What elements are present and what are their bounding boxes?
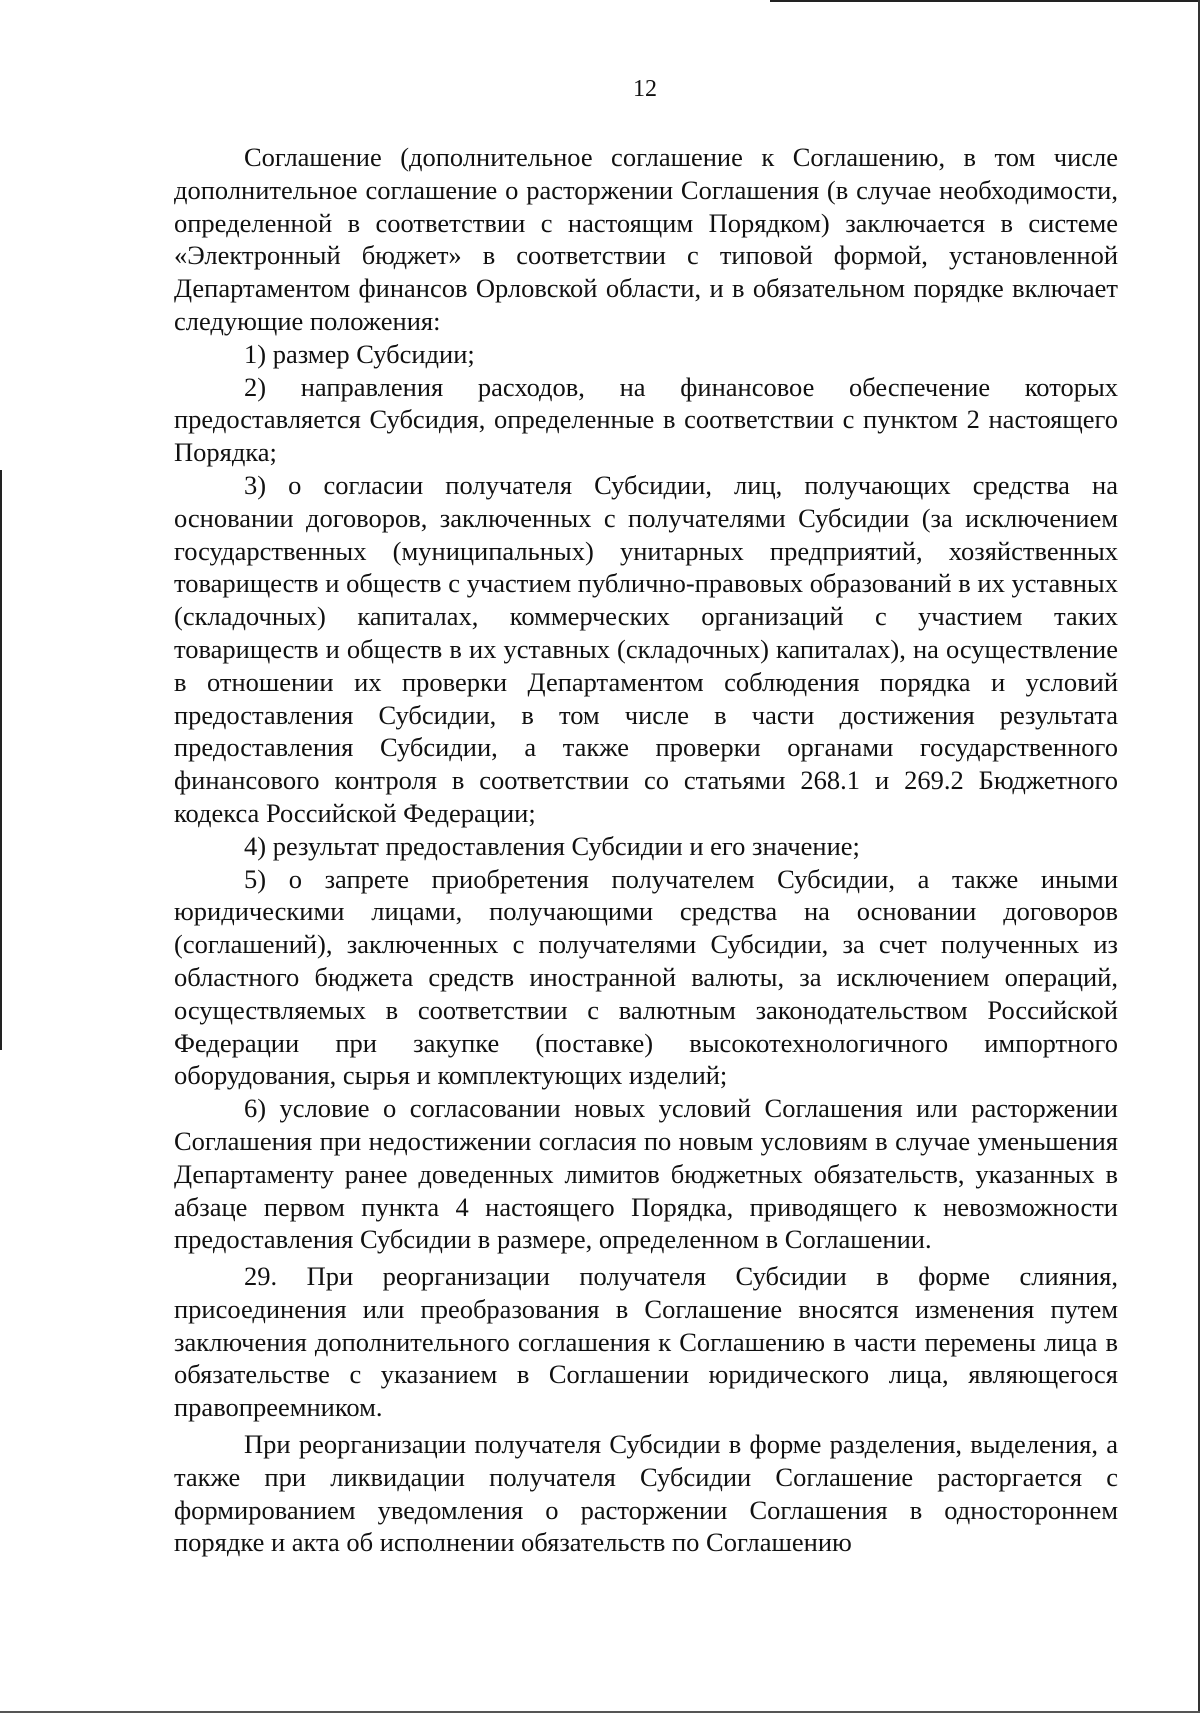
paragraph-item-3: 3) о согласии получателя Субсидии, лиц, получающих средства на основании договоров, заключенных с получателями Субсидии (за исключением государственных (муниципальных) унитарных предприятий, хозяйственных товариществ и обществ с участием публично-правовых образований в их уставных (складочных) капиталах, коммерческих организаций с участием таких товариществ и обществ в их уставных (складочных) капиталах), на осуществление в отношении их проверки Департаментом соблюдения порядка и условий предоставления Субсидии, в том числе в части достижения результата предоставления Субсидии, а также проверки органами государственного финансового контроля в соответствии со статьями 268.1 и 269.2 Бюджетного кодекса Российской Федерации; (174, 469, 1118, 828)
paragraph-clause-29: 29. При реорганизации получателя Субсидии в форме слияния, присоединения или преобразования в Соглашение вносятся изменения путем заключения дополнительного соглашения к Соглашению в части перемены лица в обязательстве с указанием в Соглашении юридического лица, являющегося правопреемником. (174, 1261, 1118, 1423)
document-body (174, 141, 1118, 1559)
paragraph-item-4: 4) результат предоставления Субсидии и его значение; (244, 830, 860, 861)
paragraph-intro: Соглашение (дополнительное соглашение к Соглашению, в том числе дополнительное соглашение о расторжении Соглашения (в случае необходимости, определенной в соответствии с настоящим Порядком) заключается в системе «Электронный бюджет» в соответствии с типовой формой, установленной Департаментом финансов Орловской области, и в обязательном порядке включает следующие положения: (174, 142, 1118, 336)
scan-edge-top (770, 0, 1200, 2)
paragraph-item-2: 2) направления расходов, на финансовое обеспечение которых предоставляется Субсидия, определенные в соответствии с пунктом 2 настоящего Порядка; (174, 371, 1118, 468)
paragraph-reorganization: При реорганизации получателя Субсидии в форме разделения, выделения, а также при ликвидации получателя Субсидии Соглашение расторгается с формированием уведомления о расторжении Соглашения в одностороннем порядке и акта об исполнении обязательств по Соглашению (174, 1429, 1118, 1558)
page-number: 12 (633, 76, 657, 102)
paragraph-item-1: 1) размер Субсидии; (244, 338, 475, 369)
scan-edge-left (0, 470, 2, 1050)
paragraph-item-6: 6) условие о согласовании новых условий Соглашения или расторжении Соглашения при недостижении согласия по новым условиям в случае уменьшения Департаменту ранее доведенных лимитов бюджетных обязательств, указанных в абзаце первом пункта 4 настоящего Порядка, приводящего к невозможности предоставления Субсидии в размере, определенном в Соглашении. (174, 1093, 1118, 1255)
paragraph-item-5: 5) о запрете приобретения получателем Субсидии, а также иными юридическими лицами, получающими средства на основании договоров (соглашений), заключенных с получателями Субсидии, за счет полученных из областного бюджета средств иностранной валюты, за исключением операций, осуществляемых в соответствии с валютным законодательством Российской Федерации при закупке (поставке) высокотехнологичного импортного оборудования, сырья и комплектующих изделий; (174, 863, 1118, 1091)
